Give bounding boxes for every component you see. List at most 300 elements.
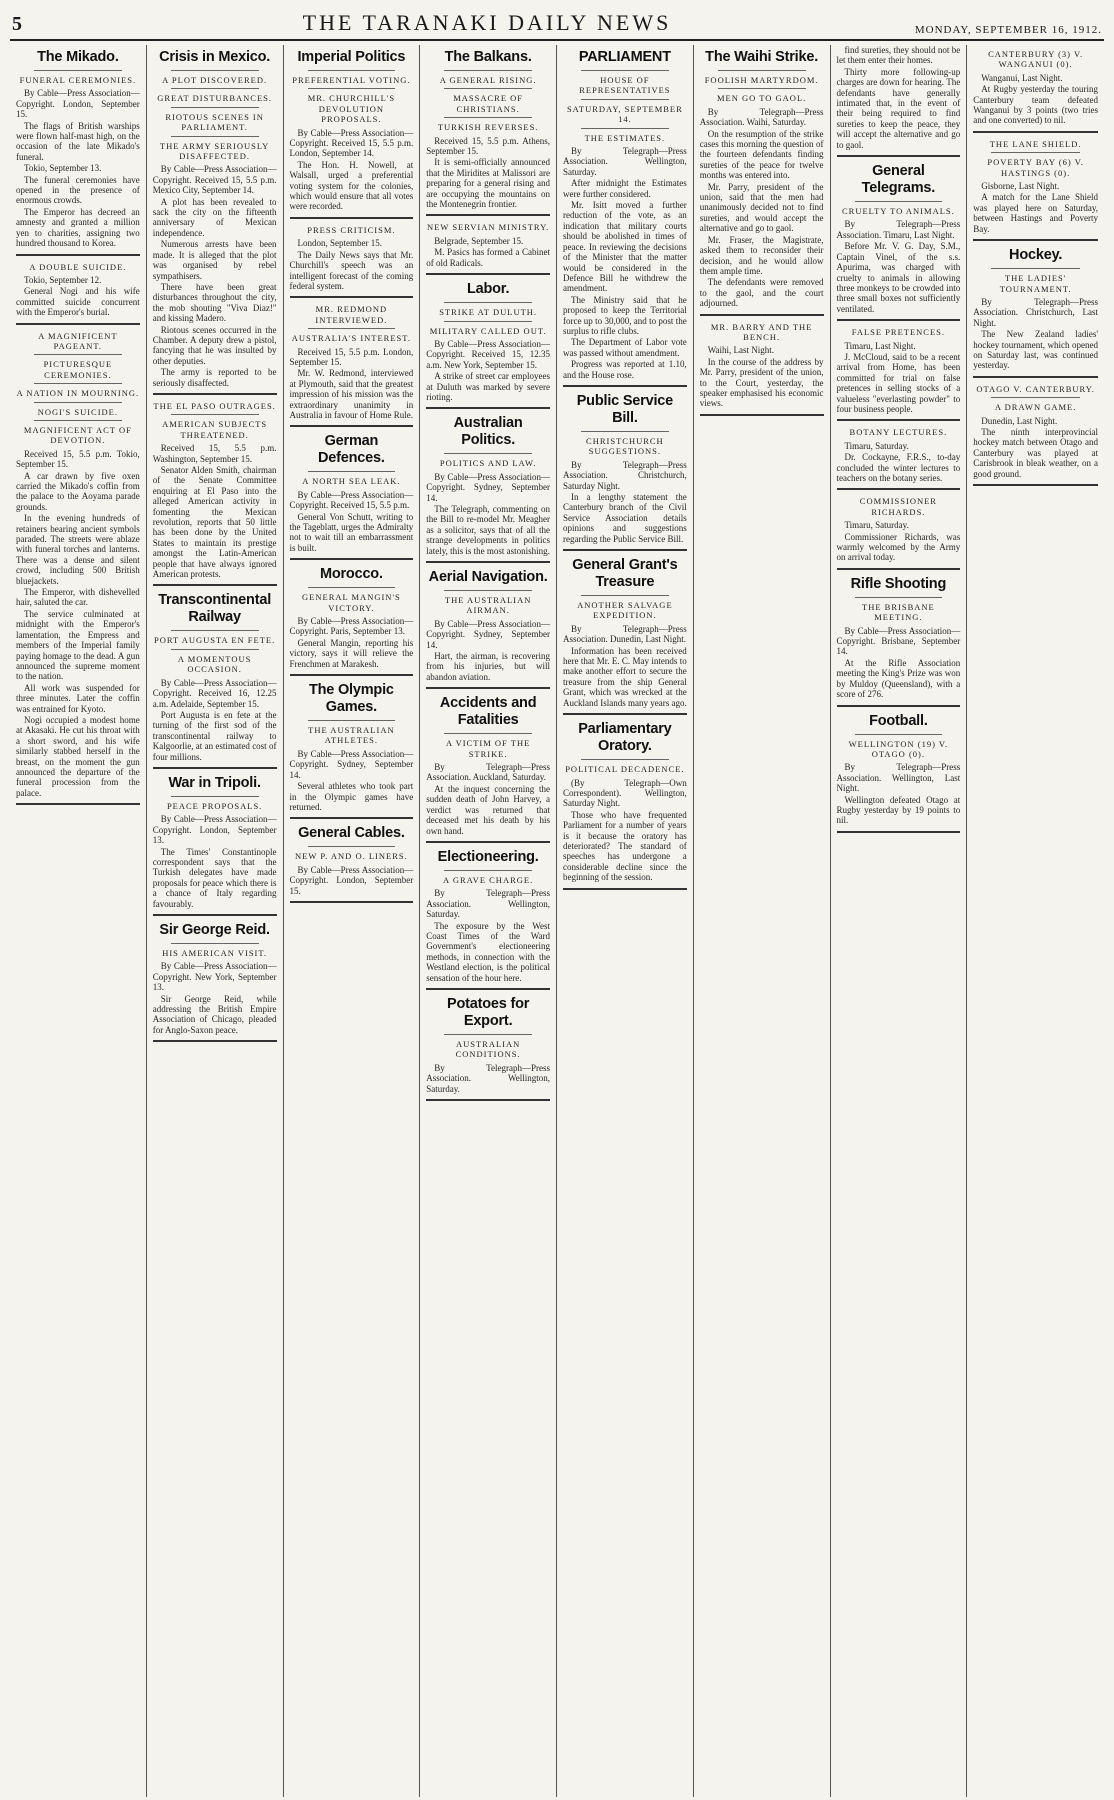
article-paragraph: Thirty more following-up charges are down for hearing. The defendants have generally intimated that, in the event of their being required to find sureties to keep the peace, they will accept the alternative and go to gaol. bbox=[836, 66, 961, 150]
article bbox=[290, 225, 414, 298]
article bbox=[153, 401, 277, 587]
article-body bbox=[426, 888, 550, 983]
article-paragraph: Mr. Parry, president of the union, said that the men had unanimously decided not to find sureties, and would accept the alternative and go to gaol. bbox=[699, 181, 824, 234]
article-body bbox=[290, 616, 414, 669]
headline-rule bbox=[444, 453, 532, 454]
article-paragraph: The funeral ceremonies have opened in the presence of enormous crowds. bbox=[16, 174, 140, 206]
article bbox=[290, 433, 414, 560]
article-paragraph: By Telegraph—Press Association. Timaru, Last Night. bbox=[836, 219, 961, 240]
article-headline: Labor. bbox=[466, 281, 510, 298]
article bbox=[426, 695, 550, 843]
article-paragraph: By Telegraph—Press Association. Christchurch, Saturday Night. bbox=[563, 459, 687, 491]
article-subheading: THE AUSTRALIAN ATHLETES. bbox=[308, 725, 395, 746]
article bbox=[426, 569, 550, 689]
subheading-rule bbox=[34, 402, 122, 403]
headline-rule bbox=[171, 943, 259, 944]
article-body bbox=[973, 181, 1098, 234]
article-body bbox=[426, 1063, 550, 1094]
article-subheading: POLITICAL DECADENCE. bbox=[565, 764, 685, 775]
article-divider bbox=[426, 1099, 550, 1101]
article-subheading: CRUELTY TO ANIMALS. bbox=[842, 206, 955, 217]
article bbox=[973, 384, 1098, 486]
article-divider bbox=[153, 584, 277, 586]
page-number: 5 bbox=[12, 13, 22, 35]
article-paragraph: The Telegraph, commenting on the Bill to re-model Mr. Meagher as a solicitor, says that of all the strange developments in politics lately, this is the most astonishing. bbox=[426, 503, 550, 556]
article-body bbox=[290, 128, 414, 212]
article-headline: Public Service Bill. bbox=[576, 392, 674, 426]
article-headline: War in Tripoli. bbox=[168, 774, 261, 791]
article-body bbox=[837, 762, 961, 825]
article-paragraph: In the course of the address by Mr. Parry, president of the union, to the Court, yesterday, the speaker emphasised his economic views. bbox=[699, 356, 824, 409]
article-divider bbox=[973, 484, 1098, 486]
article-subheading: GENERAL MANGIN'S VICTORY. bbox=[302, 592, 401, 613]
headline-rule bbox=[855, 597, 943, 598]
article-paragraph: Mr. Isitt moved a further reduction of the vote, as an indication that military courts should be abolished in times of peace. In reviewing the decisions of the Minister that the matter would be considered in the Defence Bill he withdrew the amendment. bbox=[563, 200, 687, 294]
article-paragraph: By Cable—Press Association—Copyright. Received 16, 12.25 a.m. Adelaide, September 15. bbox=[152, 677, 277, 709]
article-paragraph: By Cable—Press Association—Copyright. Brisbane, September 14. bbox=[836, 625, 961, 657]
article-paragraph: At the Rifle Association meeting the King's Prize was won by Muldoy (Queensland), with a score of 276. bbox=[836, 657, 961, 700]
article-subheading: A VICTIM OF THE STRIKE. bbox=[445, 738, 531, 759]
subheading-rule bbox=[171, 649, 259, 650]
subheading-rule bbox=[581, 128, 669, 129]
article-paragraph: All work was suspended for three minutes. Later the coffin was entrained for Kyoto. bbox=[16, 682, 140, 714]
masthead bbox=[10, 6, 1104, 41]
column-4 bbox=[420, 45, 557, 1797]
article-paragraph: Tokio, September 12. bbox=[24, 274, 102, 285]
article-headline: Sir George Reid. bbox=[159, 922, 270, 938]
article-divider bbox=[290, 558, 414, 560]
article-paragraph: The Times' Constantinople correspondent says that the Turkish delegates have made proposals for peace which there is a chance of Italy regarding favourably. bbox=[152, 846, 277, 909]
column-8 bbox=[967, 45, 1104, 1797]
headline-rule bbox=[171, 70, 259, 71]
article bbox=[973, 49, 1098, 133]
subheading-rule bbox=[34, 383, 122, 384]
article-divider bbox=[153, 767, 277, 769]
article-subheading: THE ARMY SERIOUSLY DISAFFECTED. bbox=[159, 140, 270, 162]
article-paragraph: General Nogi and his wife committed suicide concurrent with the Emperor's burial. bbox=[16, 286, 140, 318]
article-paragraph: The New Zealand ladies' hockey tournament, which opened on Saturday last, was continued yesterday. bbox=[973, 329, 1098, 371]
article bbox=[426, 415, 550, 563]
article-divider bbox=[426, 407, 550, 409]
article-subheading: MAGNIFICENT ACT OF DEVOTION. bbox=[23, 424, 132, 446]
article-subheading: RIOTOUS SCENES IN PARLIAMENT. bbox=[165, 111, 264, 133]
article bbox=[153, 49, 277, 395]
article-paragraph: Timaru, Saturday. bbox=[844, 520, 909, 531]
article-paragraph: Information has been received here that Mr. E. C. May intends to make another effort to secure the treasure from the ship General Grant, which was wrecked at the Auckland Islands many years ago. bbox=[563, 645, 687, 708]
article-paragraph: Wanganui, Last Night. bbox=[981, 72, 1063, 83]
article-subheading: BOTANY LECTURES. bbox=[849, 427, 948, 438]
headline-rule bbox=[581, 759, 669, 760]
article-headline: Accidents and Fatalities bbox=[439, 695, 537, 729]
article-headline: The Olympic Games. bbox=[308, 682, 394, 716]
article bbox=[153, 592, 277, 768]
article-paragraph: In a lengthy statement the Canterbury branch of the Civil Service Association details opinions and suggestions regarding the Public Service Bill. bbox=[563, 492, 687, 544]
article-paragraph: After midnight the Estimates were further considered. bbox=[563, 178, 687, 199]
article-paragraph: Senator Alden Smith, chairman of the Senate Committee enquiring at El Paso into the alleged American activity in fomenting the Mexican revolution, reports that 50 little has been done by the United States to maintain its prestige amongst the Latin-American people that have always ignored American protests. bbox=[152, 465, 277, 580]
column-6 bbox=[694, 45, 831, 1797]
subheading-rule bbox=[581, 99, 669, 100]
article-subheading: PORT AUGUSTA EN FETE. bbox=[154, 635, 276, 646]
article-subheading: POLITICS AND LAW. bbox=[439, 458, 537, 469]
article-paragraph: Nogi occupied a modest home at Akasaki. He cut his throat with a short sword, and his wife similarly stabbed herself in the breast, on the moment the gun announced the departure of the funeral procession from the palace. bbox=[16, 714, 140, 798]
article-subheading: A DRAWN GAME. bbox=[994, 402, 1077, 413]
article-subheading: FOOLISH MARTYRDOM. bbox=[704, 75, 819, 85]
article-body bbox=[153, 961, 277, 1035]
headline-rule bbox=[444, 302, 532, 303]
article-paragraph: By Cable—Press Association—Copyright. Sydney, September 14. bbox=[426, 471, 550, 503]
article-paragraph: In the evening hundreds of retainers bearing ancient symbols paraded. The streets were ablaze with funeral torches and lanterns. There was a dense and silent crowd, including 500 British bluejackets. bbox=[16, 513, 140, 586]
article-paragraph: Riotous scenes occurred in the Chamber. A deputy drew a pistol, fancying that he was insulted by other deputies. bbox=[152, 324, 277, 366]
article-divider bbox=[290, 901, 414, 903]
article-headline: The Balkans. bbox=[444, 49, 532, 65]
article-divider bbox=[563, 385, 687, 387]
article-paragraph: Received 15, 5.5 p.m. Athens, September 15. bbox=[426, 135, 550, 157]
column-5 bbox=[557, 45, 694, 1797]
article-paragraph: The Daily News says that Mr. Churchill's speech was an intelligent forecast of the coming federal system. bbox=[289, 249, 414, 291]
article bbox=[837, 427, 961, 490]
article-divider bbox=[700, 314, 824, 316]
article-subheading: POVERTY BAY (6) V. HASTINGS (0). bbox=[987, 157, 1084, 178]
article-paragraph: By Cable—Press Association—Copyright. Received 15, 12.35 a.m. New York, September 15. bbox=[426, 338, 550, 370]
article-paragraph: Numerous arrests have been made. It is alleged that the plot was organised by rebel sympathisers. bbox=[152, 239, 277, 281]
headline-rule bbox=[444, 733, 532, 734]
article-subheading: THE AUSTRALIAN AIRMAN. bbox=[444, 595, 532, 616]
article-body bbox=[837, 45, 961, 150]
article-subheading: MASSACRE OF CHRISTIANS. bbox=[453, 93, 524, 114]
article-paragraph: It is semi-officially announced that the Miridites at Malissori are preparing for a general rising and are occupying the mountains on the Montenegrin frontier. bbox=[426, 157, 550, 210]
article-paragraph: By Cable—Press Association—Copyright. Sydney, September 14. bbox=[289, 748, 414, 780]
article-body bbox=[837, 520, 961, 563]
article-paragraph: By Telegraph—Press Association. Waihi, Saturday. bbox=[699, 106, 824, 128]
article-divider bbox=[290, 817, 414, 819]
subheading-rule bbox=[34, 420, 122, 421]
article-divider bbox=[973, 239, 1098, 241]
headline-rule bbox=[581, 70, 669, 71]
article-subheading: MR. REDMOND INTERVIEWED. bbox=[315, 304, 388, 325]
article-body bbox=[973, 73, 1098, 126]
article-paragraph: The exposure by the West Coast Times of the Ward Government's electioneering methods, in connection with the Westland election, is the political sensation of the hour here. bbox=[426, 920, 550, 983]
article-paragraph: Progress was reported at 1.10, and the House rose. bbox=[563, 359, 687, 380]
article-paragraph: A match for the Lane Shield was played here on Saturday, between Hastings and Poverty Bay. bbox=[973, 192, 1098, 234]
subheading-rule bbox=[308, 328, 396, 329]
article-paragraph: Tokio, September 13. bbox=[24, 163, 102, 174]
article-headline: Electioneering. bbox=[437, 848, 539, 865]
article-body bbox=[290, 865, 414, 896]
article-headline: Football. bbox=[869, 712, 928, 729]
article-headline: Potatoes for Export. bbox=[447, 995, 530, 1029]
article-headline: Imperial Politics bbox=[297, 49, 406, 65]
headline-rule bbox=[991, 268, 1080, 269]
article bbox=[837, 327, 961, 421]
article-subheading: A PLOT DISCOVERED. bbox=[162, 75, 268, 85]
article-divider bbox=[16, 323, 140, 325]
article bbox=[290, 49, 414, 219]
article bbox=[290, 566, 414, 676]
article-headline: Transcontinental Railway bbox=[158, 592, 272, 626]
article-paragraph: Those who have frequented Parliament for a number of years is it because the oratory has deteriorated? The standard of speeches has undergone a considerable decline since the beginning of the session. bbox=[563, 809, 687, 883]
article-paragraph: (By Telegraph—Own Correspondent). Wellington, Saturday Night. bbox=[563, 777, 687, 809]
headline-rule bbox=[444, 70, 532, 71]
headline-rule bbox=[855, 734, 943, 735]
headline-rule bbox=[444, 590, 532, 591]
article-subheading: MR. CHURCHILL'S DEVOLUTION PROPOSALS. bbox=[307, 93, 396, 125]
article-paragraph: find sureties, they should not be let them enter their homes. bbox=[836, 45, 961, 66]
article-subheading: THE ESTIMATES. bbox=[584, 132, 666, 143]
article bbox=[973, 139, 1098, 241]
article-body bbox=[837, 341, 961, 415]
article-body bbox=[837, 219, 961, 314]
article-divider bbox=[16, 803, 140, 805]
article-divider bbox=[563, 713, 687, 715]
article bbox=[700, 322, 824, 416]
article-body bbox=[290, 347, 414, 421]
article-divider bbox=[290, 217, 414, 219]
article-subheading: PEACE PROPOSALS. bbox=[166, 800, 263, 811]
article-divider bbox=[426, 273, 550, 275]
article-paragraph: Received 15, 5.5 p.m. Washington, September 15. bbox=[152, 443, 277, 464]
column-3 bbox=[284, 45, 421, 1797]
article-paragraph: The Department of Labor vote was passed without amendment. bbox=[563, 337, 687, 358]
article-headline: The Mikado. bbox=[37, 49, 119, 65]
article-divider bbox=[563, 549, 687, 551]
subheading-rule bbox=[991, 152, 1080, 153]
article-divider bbox=[290, 674, 414, 676]
article bbox=[837, 163, 961, 321]
article bbox=[837, 576, 961, 707]
headline-rule bbox=[308, 720, 396, 721]
headline-rule bbox=[308, 70, 396, 71]
article-paragraph: The Ministry said that he proposed to keep the Territorial force up to 30,000, and to post the surplus to rifle clubs. bbox=[563, 294, 687, 336]
article bbox=[16, 331, 140, 806]
article-subheading: HOUSE OF REPRESENTATIVES bbox=[579, 75, 671, 96]
article bbox=[16, 262, 140, 325]
article-subheading: AMERICAN SUBJECTS THREATENED. bbox=[162, 419, 268, 440]
article-headline: Morocco. bbox=[319, 566, 383, 583]
article-paragraph: The army is reported to be seriously disaffected. bbox=[152, 367, 277, 388]
article-headline: Aerial Navigation. bbox=[428, 569, 548, 585]
headline-rule bbox=[308, 587, 396, 588]
article bbox=[290, 304, 414, 427]
article-divider bbox=[153, 393, 277, 395]
subheading-rule bbox=[444, 321, 532, 322]
article-divider bbox=[700, 414, 824, 416]
article-divider bbox=[426, 841, 550, 843]
article bbox=[700, 49, 824, 316]
article-subheading: MEN GO TO GAOL. bbox=[716, 93, 807, 104]
article-paragraph: Waihi, Last Night. bbox=[707, 345, 775, 356]
article-divider bbox=[290, 425, 414, 427]
article-subheading: A GRAVE CHARGE. bbox=[443, 874, 534, 885]
article-body bbox=[973, 297, 1098, 371]
article-divider bbox=[837, 568, 961, 570]
article-paragraph: By Cable—Press Association—Copyright. Received 15, 5.5 p.m. London, September 14. bbox=[289, 127, 414, 159]
headline-rule bbox=[308, 846, 396, 847]
article-body bbox=[563, 778, 687, 883]
article-body bbox=[837, 441, 961, 484]
article-paragraph: Dr. Cockayne, F.R.S., to-day concluded the winter lectures to teachers on the botany series. bbox=[836, 452, 961, 483]
article-body bbox=[16, 449, 140, 798]
article-subheading: HIS AMERICAN VISIT. bbox=[162, 948, 268, 958]
paper-title: THE TARANAKI DAILY NEWS bbox=[302, 10, 672, 35]
article-subheading: THE BRISBANE MEETING. bbox=[862, 601, 935, 623]
article bbox=[290, 682, 414, 819]
article-body bbox=[563, 146, 687, 380]
article-paragraph: Received 15, 5.5 p.m. Tokio, September 15. bbox=[16, 448, 140, 470]
article-paragraph: General Mangin, reporting his victory, says it will relieve the Frenchmen at Marakesh. bbox=[289, 637, 414, 669]
article-paragraph: Mr. W. Redmond, interviewed at Plymouth, said that the greatest impression of his mission was the extraordinary unanimity in Australia in favour of Home Rule. bbox=[289, 368, 414, 420]
article-divider bbox=[837, 705, 961, 707]
article-paragraph: By Telegraph—Press Association. Wellington, Last Night. bbox=[836, 762, 961, 794]
article-body bbox=[290, 238, 414, 291]
subheading-rule bbox=[171, 414, 259, 415]
article-paragraph: Several athletes who took part in the Olympic games have returned. bbox=[289, 781, 414, 812]
article-divider bbox=[837, 488, 961, 490]
article-divider bbox=[426, 214, 550, 216]
article-headline: Rifle Shooting bbox=[850, 575, 947, 592]
article-headline: Hockey. bbox=[1009, 247, 1063, 264]
article-paragraph: By Cable—Press Association—Copyright. London, September 15. bbox=[16, 88, 140, 120]
article-divider bbox=[973, 131, 1098, 133]
article-paragraph: The Emperor, with dishevelled hair, saluted the car. bbox=[16, 587, 140, 608]
article bbox=[563, 557, 687, 715]
article-paragraph: General Von Schutt, writing to the Tageblatt, urges the Admiralty not to wait till an embarrassment is built. bbox=[289, 511, 414, 553]
article-body bbox=[16, 275, 140, 318]
article-paragraph: By Telegraph—Press Association. Wellington, Saturday. bbox=[426, 888, 550, 920]
article-subheading: NEW P. AND O. LINERS. bbox=[295, 851, 408, 862]
subheading-rule bbox=[718, 88, 806, 89]
article-paragraph: Sir George Reid, while addressing the British Empire Association of Chicago, pleaded for Anglo-Saxon peace. bbox=[152, 993, 277, 1035]
headline-rule bbox=[444, 1034, 532, 1035]
article-paragraph: Timaru, Saturday. bbox=[844, 440, 909, 451]
article-paragraph: At the inquest concerning the sudden death of John Harvey, a verdict was returned that deceased met his death by his own hand. bbox=[426, 783, 550, 836]
article-divider bbox=[837, 419, 961, 421]
article-subheading: A GENERAL RISING. bbox=[439, 75, 537, 85]
article-body bbox=[153, 814, 277, 909]
article-subheading: MR. BARRY AND THE BENCH. bbox=[710, 321, 813, 342]
columns-container bbox=[10, 45, 1104, 1797]
article-paragraph: By Cable—Press Association—Copyright. London, September 13. bbox=[152, 814, 277, 846]
article-headline: General Cables. bbox=[298, 825, 405, 842]
subheading-rule bbox=[444, 117, 532, 118]
article-subheading: NEW SERVIAN MINISTRY. bbox=[427, 222, 550, 233]
headline-rule bbox=[171, 796, 259, 797]
article-subheading: A DOUBLE SUICIDE. bbox=[29, 261, 127, 272]
headline-rule bbox=[718, 70, 806, 71]
article-paragraph: Port Augusta is en fete at the turning of the first sod of the transcontinental railway to Kalgoorlie, at an estimated cost of four millions. bbox=[152, 709, 277, 762]
headline-rule bbox=[581, 431, 669, 432]
article bbox=[426, 222, 550, 275]
article-subheading: TURKISH REVERSES. bbox=[437, 122, 539, 133]
article-subheading: AUSTRALIA'S INTEREST. bbox=[291, 333, 411, 344]
article-subheading: A NATION IN MOURNING. bbox=[16, 388, 140, 399]
article-paragraph: The flags of British warships were flown half-mast high, on the occasion of the late Mikado's funeral. bbox=[16, 120, 140, 162]
article-paragraph: At Rugby yesterday the touring Canterbury team defeated Wanganui by 3 points (two tries and one converted) to nil. bbox=[973, 84, 1098, 126]
subheading-rule bbox=[34, 354, 122, 355]
article-divider bbox=[153, 1040, 277, 1042]
column-2 bbox=[147, 45, 284, 1797]
article-divider bbox=[426, 561, 550, 563]
article-divider bbox=[16, 254, 140, 256]
article-headline: General Telegrams. bbox=[861, 163, 936, 197]
article bbox=[290, 825, 414, 903]
article-paragraph: By Cable—Press Association—Copyright. Paris, September 13. bbox=[289, 616, 414, 637]
article-subheading: NOGI'S SUICIDE. bbox=[37, 406, 119, 417]
article-body bbox=[973, 416, 1098, 479]
article-body bbox=[426, 472, 550, 556]
article-paragraph: By Cable—Press Association—Copyright. Received 15, 5.5 p.m. Mexico City, September 14. bbox=[152, 164, 277, 196]
article-paragraph: Received 15, 5.5 p.m. London, September 15. bbox=[289, 346, 414, 367]
article-subheading: AUSTRALIAN CONDITIONS. bbox=[455, 1038, 521, 1060]
article-subheading: WELLINGTON (19) V. OTAGO (0). bbox=[848, 738, 949, 759]
article-body bbox=[153, 678, 277, 762]
article-headline: General Grant's Treasure bbox=[572, 557, 678, 591]
article-paragraph: Commissioner Richards, was warmly welcomed by the Army on arrival today. bbox=[836, 531, 961, 563]
headline-rule bbox=[581, 595, 669, 596]
article-paragraph: The service culminated at midnight with the Emperor's lamentation, the Empress and members of the Imperial family paying homage to the dead. A gun announced the supreme moment to the nation. bbox=[16, 608, 140, 682]
article-body bbox=[426, 619, 550, 682]
article-subheading: A MAGNIFICENT PAGEANT. bbox=[38, 330, 118, 351]
article-body bbox=[153, 164, 277, 388]
article bbox=[563, 393, 687, 551]
article-paragraph: The Emperor has decreed an amnesty and granted a million yen to charities, assigning two hundred thousand to Korea. bbox=[16, 206, 140, 249]
subheading-rule bbox=[444, 88, 532, 89]
headline-rule bbox=[444, 870, 532, 871]
column-7 bbox=[831, 45, 968, 1797]
article-body bbox=[700, 107, 824, 309]
headline-rule bbox=[855, 201, 943, 202]
article bbox=[837, 45, 961, 157]
article-body bbox=[290, 490, 414, 553]
article-paragraph: By Telegraph—Press Association. Christchurch, Last Night. bbox=[973, 296, 1098, 328]
article-body bbox=[563, 624, 687, 708]
article-subheading: MILITARY CALLED OUT. bbox=[429, 325, 547, 336]
article-subheading: FUNERAL CEREMONIES. bbox=[19, 75, 137, 85]
article-divider bbox=[153, 914, 277, 916]
article-paragraph: By Telegraph—Press Association. Wellington, Saturday. bbox=[426, 1062, 550, 1094]
article-divider bbox=[837, 155, 961, 157]
subheading-rule bbox=[991, 397, 1080, 398]
article bbox=[837, 496, 961, 569]
article-paragraph: There have been great disturbances throughout the city, the mob shouting "Viva Diaz!" and kissing Madero. bbox=[152, 281, 277, 324]
article-paragraph: J. McCloud, said to be a recent arrival from Home, has been committed for trial on false pretences in selling stocks of a valueless "everlasting powder" to four business people. bbox=[836, 351, 961, 414]
article-divider bbox=[837, 831, 961, 833]
article bbox=[426, 996, 550, 1101]
article-paragraph: The ninth interprovincial hockey match between Otago and Canterbury was played at Carisbrook in bleak weather, on a good ground. bbox=[973, 426, 1098, 479]
article-subheading: A NORTH SEA LEAK. bbox=[302, 476, 401, 487]
article-subheading: COMMISSIONER RICHARDS. bbox=[859, 496, 937, 517]
article-subheading: ANOTHER SALVAGE EXPEDITION. bbox=[577, 600, 673, 621]
article-headline: Crisis in Mexico. bbox=[159, 49, 271, 65]
article-body bbox=[16, 88, 140, 248]
issue-date: MONDAY, SEPTEMBER 16, 1912. bbox=[914, 24, 1102, 36]
article-body bbox=[290, 749, 414, 812]
article-headline: Parliamentary Oratory. bbox=[578, 721, 672, 755]
article-subheading: THE LADIES' TOURNAMENT. bbox=[999, 273, 1072, 294]
article bbox=[426, 281, 550, 409]
article-body bbox=[426, 339, 550, 402]
article-divider bbox=[563, 888, 687, 890]
article bbox=[563, 721, 687, 889]
column-1 bbox=[10, 45, 147, 1797]
subheading-rule bbox=[308, 88, 396, 89]
article-subheading: THE EL PASO OUTRAGES. bbox=[153, 400, 276, 411]
article-subheading: OTAGO V. CANTERBURY. bbox=[976, 383, 1095, 394]
article-paragraph: A car drawn by five oxen carried the Mikado's coffin from the palace to the Aoyama parade grounds. bbox=[16, 470, 140, 512]
article-paragraph: By Cable—Press Association—Copyright. London, September 15. bbox=[289, 864, 414, 896]
article-paragraph: By Telegraph—Press Association. Dunedin, Last Night. bbox=[563, 623, 687, 645]
article-subheading: GREAT DISTURBANCES. bbox=[157, 93, 272, 104]
article-paragraph: Dunedin, Last Night. bbox=[981, 415, 1058, 426]
